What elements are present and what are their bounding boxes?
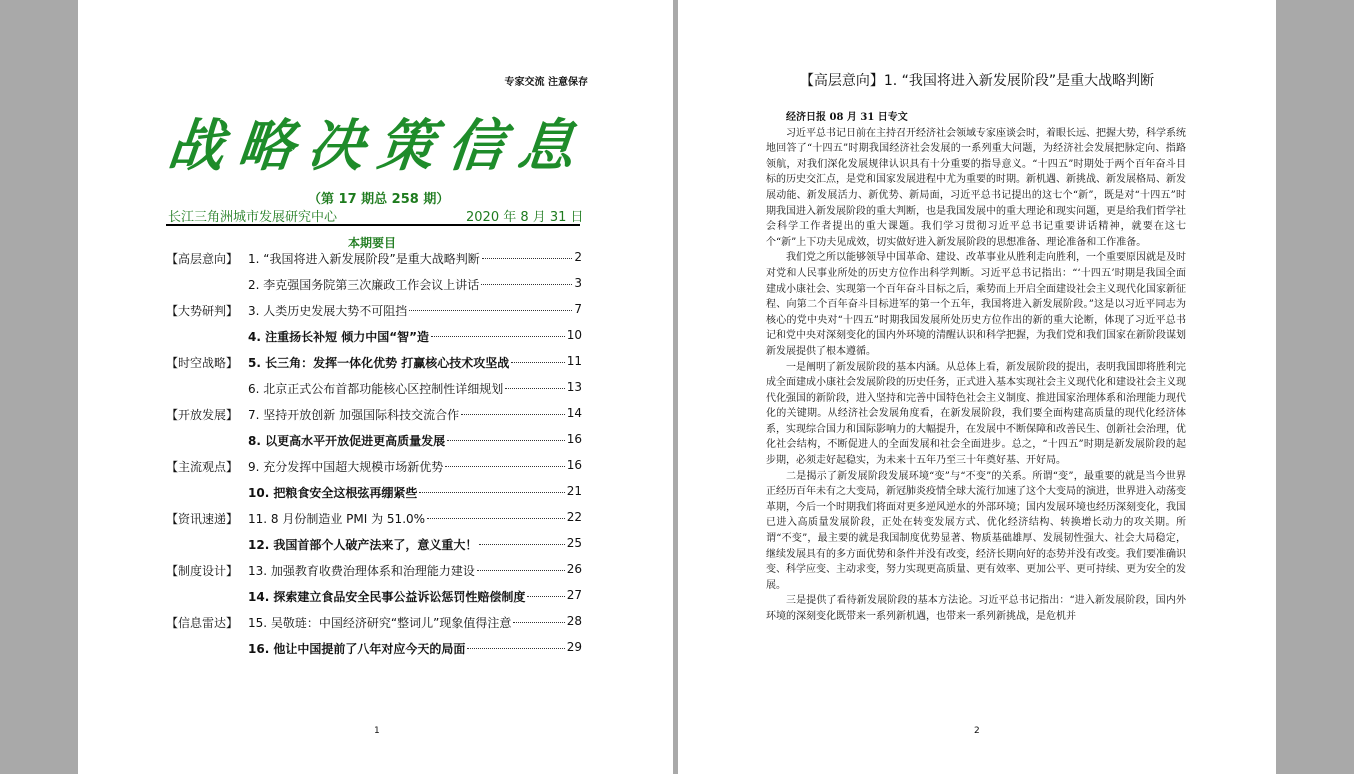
toc-leader-dots	[409, 310, 572, 311]
paragraph: 习近平总书记日前在主持召开经济社会领域专家座谈会时，着眼长远、把握大势，科学系统地回答了“十四五”时期我国经济社会发展的一系列重大问题，为经济社会发展把脉定向、指路领航，对我们深化发展规律认识具有十分重要的指导意义。“十四五”时期处于两个百年奋斗目标的历史交汇点，是党和国家发展进程中尤为重要的时期。新机遇、新挑战、新发展格局、新发展动能、新发展活力、新优势、新局面，习近平总书记提出的这七个“新”，既是对“十四五”时期我国进入新发展阶段的重大判断，也是我国发展中的重大理论和现实问题，更是给我们哲学社会科学工作者提出的重大课题。我们学习贯彻习近平总书记重要讲话精神，就要在这七个“新”上下功夫见成效，切实做好进入新发展阶段的思想准备、理论准备和工作准备。	[766, 127, 1186, 248]
article-body	[766, 110, 1186, 625]
toc-leader-dots	[427, 518, 565, 519]
toc-category: 【制度设计】	[166, 564, 239, 578]
document-page-1	[78, 0, 673, 774]
toc-title: 本期要目	[348, 236, 397, 250]
issue-number: （第 17 期总 258 期）	[308, 192, 450, 207]
toc-leader-dots	[445, 466, 565, 467]
toc-leader-dots	[477, 570, 565, 571]
toc-entry[interactable]	[166, 302, 590, 322]
toc-page-number: 25	[566, 536, 582, 550]
toc-page-number: 2	[574, 250, 582, 264]
toc-entry[interactable]	[166, 276, 590, 296]
toc-leader-dots	[447, 440, 565, 441]
toc-entry[interactable]	[166, 510, 590, 530]
toc-page-number: 10	[566, 328, 582, 342]
toc-entry-title: 11. 8 月份制造业 PMI 为 51.0%	[248, 512, 426, 526]
toc-entry-title: 2. 李克强国务院第三次廉政工作会议上讲话	[248, 278, 480, 292]
toc-entry-title: 1. “我国将进入新发展阶段”是重大战略判断	[248, 252, 480, 266]
toc-leader-dots	[505, 388, 565, 389]
toc-category: 【主流观点】	[166, 460, 239, 474]
publisher-name: 长江三角洲城市发展研究中心	[168, 210, 338, 225]
document-page-2	[678, 0, 1276, 774]
toc-page-number: 28	[566, 614, 582, 628]
toc-category: 【高层意向】	[166, 252, 239, 266]
toc-page-number: 22	[566, 510, 582, 524]
toc-page-number: 27	[566, 588, 582, 602]
toc-entry-title: 16. 他让中国提前了八年对应今天的局面	[248, 642, 466, 656]
toc-leader-dots	[482, 258, 572, 259]
toc-leader-dots	[511, 362, 565, 363]
toc-category: 【时空战略】	[166, 356, 239, 370]
toc-leader-dots	[461, 414, 565, 415]
toc-entry[interactable]	[166, 328, 590, 348]
toc-entry[interactable]	[166, 562, 590, 582]
toc-entry-title: 3. 人类历史发展大势不可阻挡	[248, 304, 408, 318]
toc-entry[interactable]	[166, 250, 590, 270]
toc-entry[interactable]	[166, 614, 590, 634]
toc-entry[interactable]	[166, 458, 590, 478]
toc-entry[interactable]	[166, 354, 590, 374]
toc-leader-dots	[527, 596, 565, 597]
toc-leader-dots	[431, 336, 565, 337]
toc-entry-title: 6. 北京正式公布首都功能核心区控制性详细规划	[248, 382, 504, 396]
toc-page-number: 21	[566, 484, 582, 498]
toc-entry-title: 8. 以更高水平开放促进更高质量发展	[248, 434, 446, 448]
toc-page-number: 14	[566, 406, 582, 420]
toc-page-number: 11	[566, 354, 582, 368]
toc-leader-dots	[467, 648, 565, 649]
toc-entry-title: 15. 吴敬琏：中国经济研究“整词儿”现象值得注意	[248, 616, 512, 630]
toc-leader-dots	[481, 284, 572, 285]
paragraph: 三是提供了看待新发展阶段的基本方法论。习近平总书记指出：“进入新发展阶段，国内外环境的深刻变化既带来一系列新机遇，也带来一系列新挑战，是危机并	[766, 595, 1186, 622]
toc-leader-dots	[513, 622, 565, 623]
toc-category: 【开放发展】	[166, 408, 239, 422]
toc-entry-title: 13. 加强教育收费治理体系和治理能力建设	[248, 564, 475, 578]
toc-page-number: 3	[574, 276, 582, 290]
toc-entry[interactable]	[166, 380, 590, 400]
toc-entry[interactable]	[166, 536, 590, 556]
page-number: 1	[374, 726, 380, 736]
toc-entry[interactable]	[166, 484, 590, 504]
toc-entry-title: 10. 把粮食安全这根弦再绷紧些	[248, 486, 418, 500]
toc-page-number: 16	[566, 432, 582, 446]
toc-entry-title: 7. 坚持开放创新 加强国际科技交流合作	[248, 408, 460, 422]
toc-leader-dots	[419, 492, 565, 493]
toc-entry-title: 14. 探索建立食品安全民事公益诉讼惩罚性赔偿制度	[248, 590, 526, 604]
toc-category: 【信息雷达】	[166, 616, 239, 630]
toc-page-number: 7	[574, 302, 582, 316]
toc-entry-title: 5. 长三角：发挥一体化优势 打赢核心技术攻坚战	[248, 356, 510, 370]
toc-category: 【资讯速递】	[166, 512, 239, 526]
toc-page-number: 26	[566, 562, 582, 576]
toc-page-number: 16	[566, 458, 582, 472]
paragraph: 我们党之所以能够领导中国革命、建设、改革事业从胜利走向胜利，一个重要原因就是及时对党和人民事业所处的历史方位作出科学判断。习近平总书记指出：“‘十四五’时期是我国全面建成小康社会、实现第一个百年奋斗目标之后，乘势而上开启全面建设社会主义现代化国家新征程、向第二个百年奋斗目标进军的第一个五年，我国将进入新发展阶段。”这是以习近平同志为核心的党中央对“十四五”时期我国发展所处历史方位作出的新的重大论断，体现了习近平总书记和党中央对深刻变化的国内外环境的清醒认识和科学把握，为我们党和我们国家在新阶段谋划新发展提供了根本遵循。	[766, 252, 1186, 357]
notice-label: 专家交流 注意保存	[504, 77, 588, 88]
toc-entry[interactable]	[166, 588, 590, 608]
publish-date: 2020 年 8 月 31 日	[466, 210, 584, 225]
masthead-logo: 战略决策信息	[164, 113, 592, 179]
toc-entry-title: 9. 充分发挥中国超大规模市场新优势	[248, 460, 444, 474]
header-divider	[166, 224, 580, 226]
toc-page-number: 13	[566, 380, 582, 394]
toc-category: 【大势研判】	[166, 304, 239, 318]
toc-entry[interactable]	[166, 640, 590, 660]
toc-page-number: 29	[566, 640, 582, 654]
article-title: 【高层意向】1. “我国将进入新发展阶段”是重大战略判断	[799, 73, 1155, 89]
toc-leader-dots	[479, 544, 565, 545]
toc-entry[interactable]	[166, 432, 590, 452]
page-number: 2	[974, 726, 980, 736]
article-source: 经济日报 08 月 31 日专文	[786, 112, 908, 123]
paragraph: 二是揭示了新发展阶段发展环境“变”与“不变”的关系。所谓“变”，最重要的就是当今世界正经历百年未有之大变局，新冠肺炎疫情全球大流行加速了这个大变局的演进，世界进入动荡变革期，今后一个时期我们将面对更多逆风逆水的外部环境；国内发展环境也经历深刻变化，我国已进入高质量发展阶段，正处在转变发展方式、优化经济结构、转换增长动力的攻关期。所谓“不变”，最主要的就是我国制度优势显著、物质基础雄厚、发展韧性强大、社会大局稳定，继续发展具有的多方面优势和条件并没有改变，经济长期向好的态势并没有改变。我们要准确识变、科学应变、主动求变，努力实现更高质量、更有效率、更加公平、更可持续、更为安全的发展。	[766, 470, 1186, 591]
toc-entry[interactable]	[166, 406, 590, 426]
paragraph: 一是阐明了新发展阶段的基本内涵。从总体上看，新发展阶段的提出，表明我国即将胜利完成全面建成小康社会发展阶段的历史任务，正式进入基本实现社会主义现代化和建设社会主义现代化强国的新阶段，进入坚持和完善中国特色社会主义制度、推进国家治理体系和治理能力现代化的关键期。从经济社会发展角度看，在新发展阶段，我们要全面构建高质量的现代化经济体系，实现综合国力和国际影响力的大幅提升，在发展中不断保障和改善民生、创新社会治理，优化社会结构，不断促进人的全面发展和社会全面进步。总之，“十四五”时期是新发展阶段的起步期，必须走好起稳实，为未来十五年乃至三十年奠好基、开好局。	[766, 361, 1186, 467]
toc-entry-title: 4. 注重扬长补短 倾力中国“智”造	[248, 330, 430, 344]
toc-entry-title: 12. 我国首部个人破产法来了，意义重大！	[248, 538, 478, 552]
